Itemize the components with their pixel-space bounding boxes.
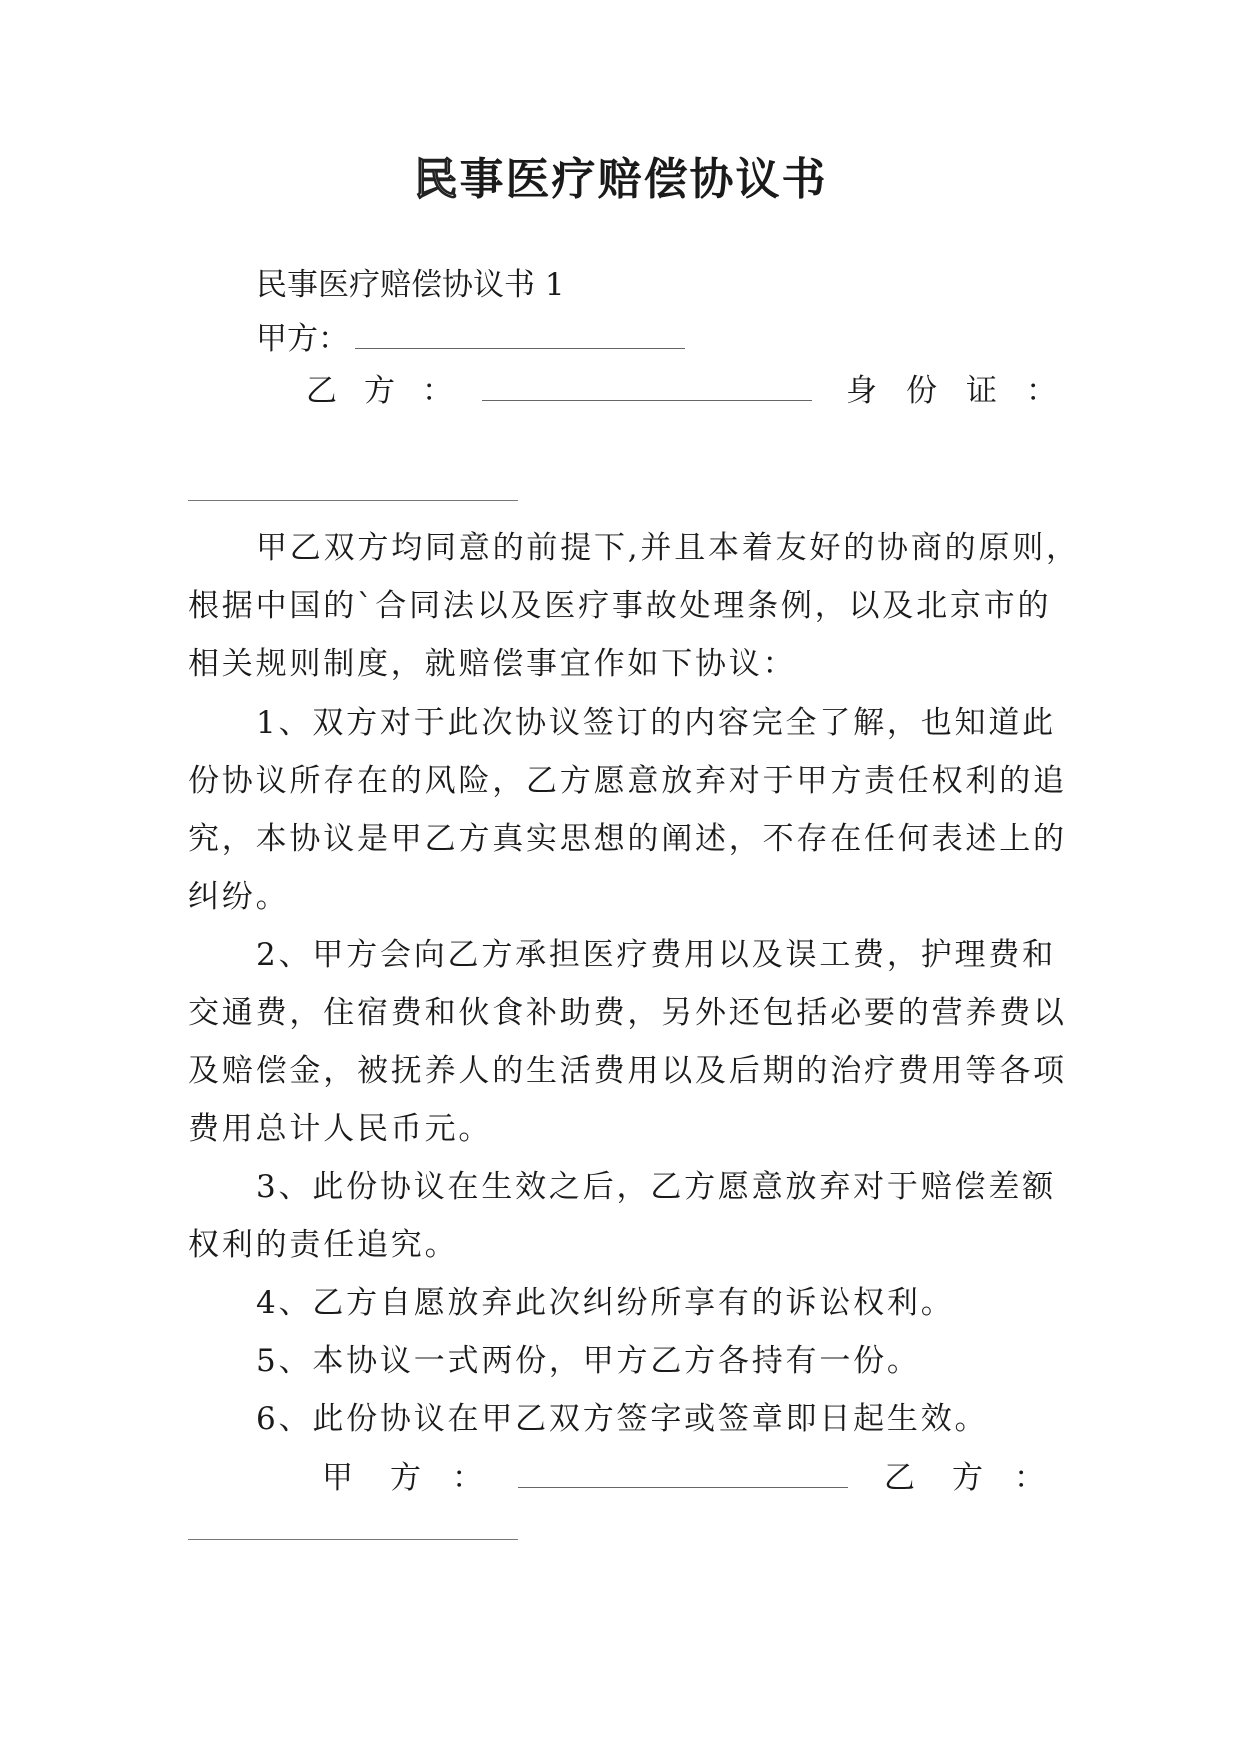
party-a-line xyxy=(256,318,685,359)
para-3-line-1: 2、甲方会向乙方承担医疗费用以及误工费，护理费和 xyxy=(256,937,1056,973)
sig-b-blank xyxy=(188,1539,518,1540)
party-b-char-1: 乙 xyxy=(306,373,337,409)
sig-b-char-3: ： xyxy=(1014,1460,1045,1496)
sig-b-char-2: 方 xyxy=(952,1460,983,1496)
sig-a-char-1: 甲 xyxy=(322,1460,353,1496)
para-2-line-3: 究，本协议是甲乙方真实思想的阐述，不存在任何表述上的 xyxy=(188,821,1067,857)
subtitle: 民事医疗赔偿协议书 1 xyxy=(256,267,565,303)
para-7-line-1: 6、此份协议在甲乙双方签字或签章即日起生效。 xyxy=(256,1401,989,1437)
sig-a-blank xyxy=(518,1457,848,1488)
party-b-char-3: ： xyxy=(422,373,453,409)
id-char-1: 身 xyxy=(846,373,877,409)
title-rest: 事医疗赔偿协议书 xyxy=(459,154,828,205)
sig-a-char-2: 方 xyxy=(390,1460,421,1496)
para-2-line-2: 份协议所存在的风险，乙方愿意放弃对于甲方责任权利的追 xyxy=(188,763,1067,799)
para-2-line-1: 1、双方对于此次协议签订的内容完全了解，也知道此 xyxy=(256,705,1056,741)
title-first-char: 民 xyxy=(413,154,460,205)
para-3-line-2: 交通费，住宿费和伙食补助费，另外还包括必要的营养费以 xyxy=(188,995,1067,1031)
sig-a-char-3: ： xyxy=(452,1460,483,1496)
para-5-line-1: 4、乙方自愿放弃此次纠纷所享有的诉讼权利。 xyxy=(256,1285,955,1321)
para-1-line-3: 相关规则制度，就赔偿事宜作如下协议： xyxy=(188,646,797,682)
sig-b-char-1: 乙 xyxy=(884,1460,915,1496)
id-char-2: 份 xyxy=(906,373,937,409)
party-b-line xyxy=(306,370,1056,411)
party-b-char-2: 方 xyxy=(364,373,395,409)
para-1-line-2: 根据中国的`合同法以及医疗事故处理条例，以及北京市的 xyxy=(188,588,1052,624)
para-3-line-4: 费用总计人民币元。 xyxy=(188,1111,493,1147)
party-b-blank xyxy=(482,370,812,401)
party-a-label: 甲方： xyxy=(256,321,349,357)
para-6-line-1: 5、本协议一式两份，甲方乙方各持有一份。 xyxy=(256,1343,921,1379)
id-blank xyxy=(188,500,518,501)
party-a-blank xyxy=(355,318,685,349)
para-4-line-1: 3、此份协议在生效之后，乙方愿意放弃对于赔偿差额 xyxy=(256,1169,1056,1205)
para-3-line-3: 及赔偿金，被抚养人的生活费用以及后期的治疗费用等各项 xyxy=(188,1053,1067,1089)
para-4-line-2: 权利的责任追究。 xyxy=(188,1227,459,1263)
id-char-3: 证 xyxy=(966,373,997,409)
para-2-line-4: 纠纷。 xyxy=(188,879,290,915)
para-1-line-1: 甲乙双方均同意的前提下,并且本着友好的协商的原则， xyxy=(256,530,1080,566)
id-char-4: ： xyxy=(1026,373,1057,409)
document-title xyxy=(0,150,1241,210)
signature-line xyxy=(322,1457,1044,1498)
